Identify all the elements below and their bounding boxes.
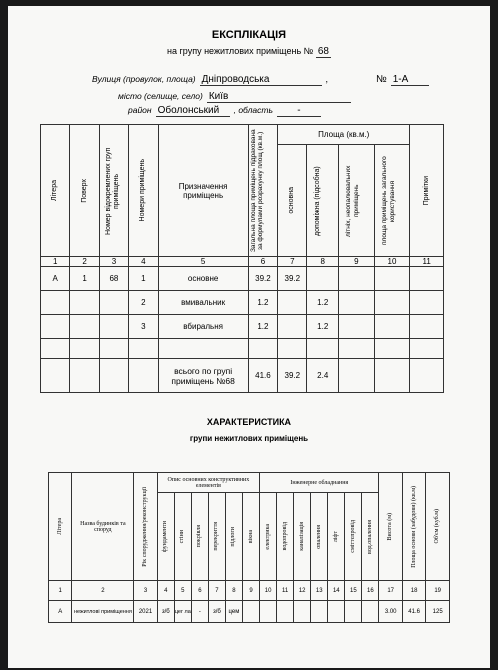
col-common: площа приміщень загального користування <box>374 145 410 257</box>
region-value: - <box>277 105 321 117</box>
group-number: 68 <box>317 46 329 57</box>
col-total-area: Загальна площа приміщень підрахована за формулами розрахунку площ (кв.м.) <box>248 125 277 257</box>
table-row: 2 вмивальник 1.2 1.2 <box>41 291 444 315</box>
street-line: Вулиця (провулок, площа) Дніпроводська , <box>92 74 328 85</box>
col-summer: літніх, неопалювальних приміщень <box>338 145 374 257</box>
city-line: місто (селище, село) Київ <box>118 86 351 104</box>
district-value: Оболонський <box>156 105 230 117</box>
document-page <box>8 6 490 668</box>
col-aux: допоміжна (підсобна) <box>307 145 338 257</box>
table-row-total: всього по групі приміщень №68 41.6 39.2 2.4 <box>41 359 444 393</box>
col-room-no: Номери приміщень <box>129 125 158 257</box>
char-title: ХАРАКТЕРИСТИКА <box>206 417 292 427</box>
street-value: Дніпроводська <box>200 74 322 86</box>
table-row: 3 вбиральня 1.2 1.2 <box>41 315 444 339</box>
col-notes: Примітки <box>410 125 444 257</box>
doc-title: ЕКСПЛІКАЦІЯ <box>211 29 287 41</box>
table-row: А 1 68 1 основне 39.2 39.2 <box>41 267 444 291</box>
number-value: 1-А <box>391 74 429 86</box>
total-label-line-1: всього по групі <box>174 365 233 376</box>
total-label-line-2: приміщень №68 <box>171 375 235 386</box>
col-purpose: Призначення приміщень <box>158 125 248 257</box>
explication-table <box>40 124 444 393</box>
number-line: № 1-А <box>376 69 429 87</box>
characteristic-table: Літера Назва будинків та споруд Рік спорудження/реконструкції Опис основних конструктивних елементів Інженерне обладнання Висота (м) Площа основи (забудови) (кв.м) Об'єм (куб.м) фундаменти стіни покрівля перекриття підлоги вікна електрика водопровід каналізація опалення ліфт сміттєпровід вод.опалення 1 2 3 4 5 6 7 8 9 10 11 12 13 14 15 16 17 18 19 А нежитлові приміщення 2021 з/б цег ла - з/б цем 3.00 41.6 125 <box>48 472 450 623</box>
district-line: район Оболонський , область - <box>128 100 321 118</box>
col-main: основна <box>278 145 307 257</box>
table-row: А нежитлові приміщення 2021 з/б цег ла - з/б цем 3.00 41.6 125 <box>49 601 450 623</box>
col-group-no: Номер відокремлених груп приміщень <box>99 125 128 257</box>
expl-col-numbers: 1 2 3 4 5 6 7 8 9 10 11 <box>41 257 444 267</box>
char-subtitle: групи нежитлових приміщень <box>189 434 309 443</box>
char-col-numbers: 1 2 3 4 5 6 7 8 9 10 11 12 13 14 15 16 17 18 19 <box>49 581 450 601</box>
city-value: Київ <box>207 91 351 103</box>
col-poverh: Поверх <box>70 125 99 257</box>
table-row-empty <box>41 339 444 359</box>
area-group-header: Площа (кв.м.) <box>278 125 410 145</box>
doc-subtitle: на групу нежитлових приміщень № 68 <box>167 46 329 57</box>
col-litera: Літера <box>41 125 70 257</box>
